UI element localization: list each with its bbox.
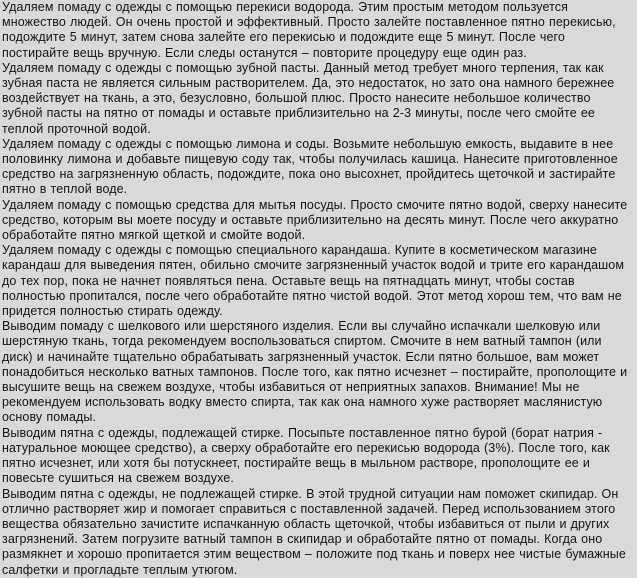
paragraph-dish-soap: Удаляем помаду с помощью средства для мытья посуды. Просто смочите пятно водой, сверху нанесите средство, которым вы моете посуду и оставьте приблизительно на десять минут. После чего аккуратно обработайте пятно мягкой щеткой и смойте водой. [2, 197, 628, 243]
paragraph-silk-wool: Выводим помаду с шелкового или шерстяного изделия. Если вы случайно испачкали шелковую или шерстяную ткань, тогда рекомендуем воспользоваться спиртом. Смочите в нем ватный тампон (или диск) и начинайте тщательно обрабатывать загрязненный участок. Если пятно большое, вам может понадобиться несколько ватных тампонов. После того, как пятно исчезнет – постирайте, прополощите и высушите вещь на свежем воздухе, чтобы избавиться от неприятных запахов. Внимание! Мы не рекомендуем использовать водку вместо спирта, так как она намного хуже растворяет маслянистую основу помады. [2, 319, 628, 425]
paragraph-peroxide: Удаляем помаду с одежды с помощью перекиси водорода. Этим простым методом пользуется множество людей. Он очень простой и эффективный. Просто залейте поставленное пятно перекисью, подождите 5 минут, затем снова залейте его перекисью и подождите еще 5 минут. После чего постирайте вещь вручную. Если следы останутся – повторите процедуру еще один раз. [2, 0, 616, 60]
paragraph-washable: Выводим пятна с одежды, подлежащей стирке. Посыпьте поставленное пятно бурой (борат натрия - натуральное моющее средство), а сверху обработайте его перекисью водорода (3%). После того, как пятно исчезнет, или хотя бы потускнеет, постирайте вещь в мыльном растворе, прополощите ее и повесьте сушиться на свежем воздухе. [2, 425, 610, 486]
paragraph-lemon-soda: Удаляем помаду с одежды с помощью лимона и соды. Возьмите небольшую емкость, выдавите в нее половинку лимона и добавьте пищевую соду так, чтобы получилась кашица. Нанесите приготовленное средство на загрязненную область, подождите, пока оно высохнет, пройдитесь щеточкой и застирайте пятно в теплой воде. [2, 136, 618, 197]
paragraph-toothpaste: Удаляем помаду с одежды с помощью зубной пасты. Данный метод требует много терпения, так как зубная паста не является сильным растворителем. Да, это недостаток, но зато она намного бережнее воздействует на ткань, а это, безусловно, большой плюс. Просто нанесите небольшое количество зубной пасты на пятно от помады и оставьте приблизительно на 2-3 минуты, после чего смойте ее теплой проточной водой. [2, 60, 615, 136]
paragraph-stain-pencil: Удаляем помаду с одежды с помощью специального карандаша. Купите в косметическом магазине карандаш для выведения пятен, обильно смочите загрязненный участок водой и трите его карандашом до тех пор, пока не начнет появляться пена. Оставьте вещь на пятнадцать минут, чтобы состав полностью пропитался, после чего обработайте пятно чистой водой. Этот метод хорош тем, что вам не придется полностью стирать одежду. [2, 243, 625, 319]
paragraph-non-washable: Выводим пятна с одежды, не подлежащей стирке. В этой трудной ситуации нам поможет скипидар. Он отлично растворяет жир и помогает справиться с поставленной задачей. Перед использованием этого вещества обязательно зачистите испачканную область щеточкой, чтобы избавиться от пыли и других загрязнений. Затем погрузите ватный тампон в скипидар и обработайте пятно от помады. Когда оно размякнет и хорошо пропитается этим веществом – положите под ткань и поверх нее чистые бумажные салфетки и прогладьте теплым утюгом. [2, 486, 626, 577]
